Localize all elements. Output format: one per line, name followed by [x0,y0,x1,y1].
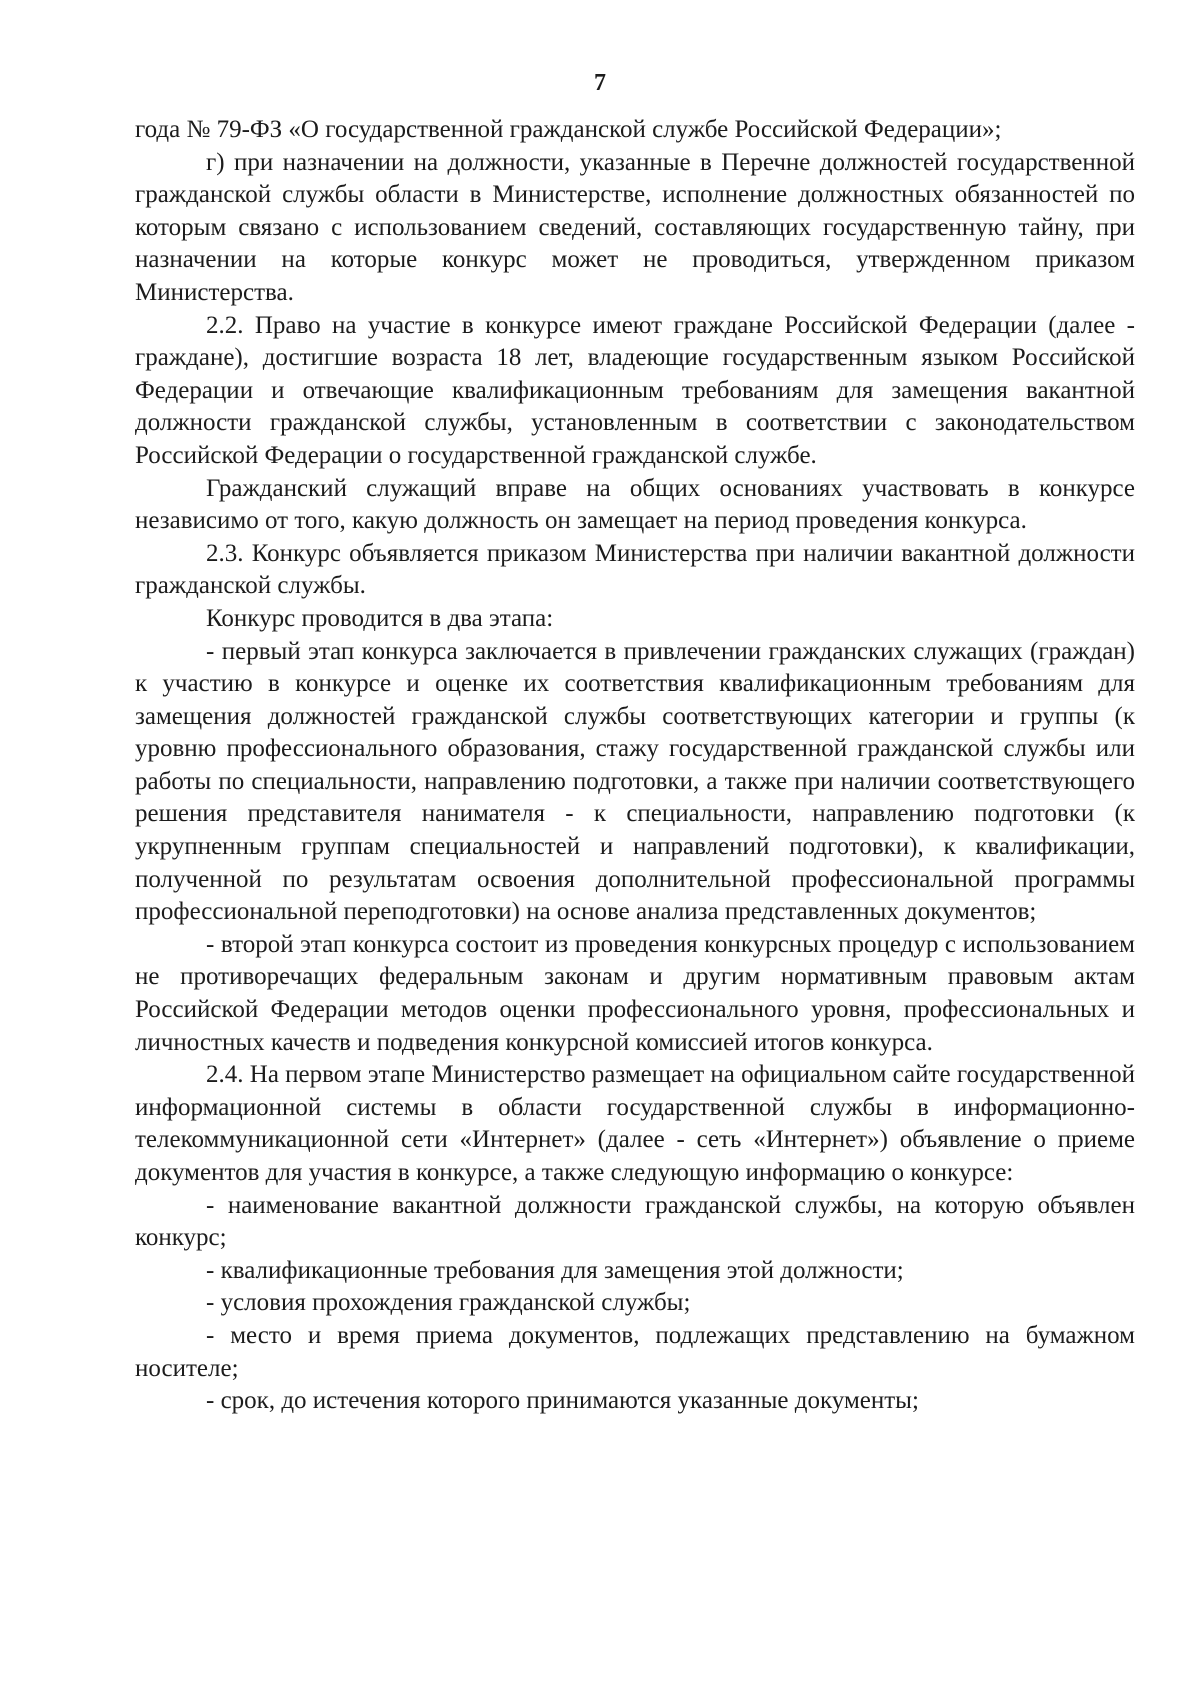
list-item-service-conditions: - условия прохождения гражданской службы; [206,1289,691,1317]
paragraph-2-2: 2.2. Право на участие в конкурсе имеют граждане Российской Федерации (далее - граждане), достигшие возраста 18 лет, владеющие государственным языком Российской Федерации и отвечающие квалификационным требованиям для замещения вакантной должности гражданской службы, установленным в соответствии с законодательством Российской Федерации о государственной гражданской службе. [135,311,1135,469]
paragraph-second-stage: - второй этап конкурса состоит из проведения конкурсных процедур с использованием не противоречащих федеральным законам и другим нормативным правовым актам Российской Федерации методов оценки профессионального уровня, профессиональных и личностных качеств и подведения конкурсной комиссией итогов конкурса. [135,930,1135,1056]
paragraph-law-reference: года № 79-ФЗ «О государственной гражданской службе Российской Федерации»; [135,116,1002,143]
paragraph-2-3: 2.3. Конкурс объявляется приказом Министерства при наличии вакантной должности гражданской службы. [135,539,1135,600]
list-item-place-time: - место и время приема документов, подлежащих представлению на бумажном носителе; [135,1321,1135,1382]
list-item-qualification: - квалификационные требования для замещения этой должности; [206,1256,904,1284]
paragraph-2-4: 2.4. На первом этапе Министерство размещает на официальном сайте государственной информационной системы в области государственной службы в информационно-телекоммуникационной сети «Интернет» (далее - сеть «Интернет») объявление о приеме документов для участия в конкурсе, а также следующую информацию о конкурсе: [135,1061,1135,1186]
list-item-deadline: - срок, до истечения которого принимаются указанные документы; [206,1387,919,1415]
paragraph-two-stages: Конкурс проводится в два этапа: [206,604,554,632]
document-body [135,114,1135,1418]
paragraph-first-stage: - первый этап конкурса заключается в привлечении гражданских служащих (граждан) к участию в конкурсе и оценке их соответствия квалификационным требованиям для замещения должностей гражданской службы соответствующих категории и группы (к уровню профессионального образования, стажу государственной гражданской службы или работы по специальности, направлению подготовки, а также при наличии соответствующего решения представителя нанимателя - к специальности, направлению подготовки (к укрупненным группам специальностей и направлений подготовки), к квалификации, полученной по результатам освоения дополнительной профессиональной программы профессиональной переподготовки) на основе анализа представленных документов; [135,637,1135,926]
page-number: 7 [594,70,606,96]
paragraph-civil-servant-right: Гражданский служащий вправе на общих основаниях участвовать в конкурсе независимо от того, какую должность он замещает на период проведения конкурса. [135,474,1135,535]
paragraph-item-g: г) при назначении на должности, указанные в Перечне должностей государственной гражданской службы области в Министерстве, исполнение должностных обязанностей по которым связано с использованием сведений, составляющих государственную тайну, при назначении на которые конкурс может не проводиться, утвержденном приказом Министерства. [135,148,1135,306]
list-item-position-name: - наименование вакантной должности гражданской службы, на которую объявлен конкурс; [135,1191,1135,1252]
